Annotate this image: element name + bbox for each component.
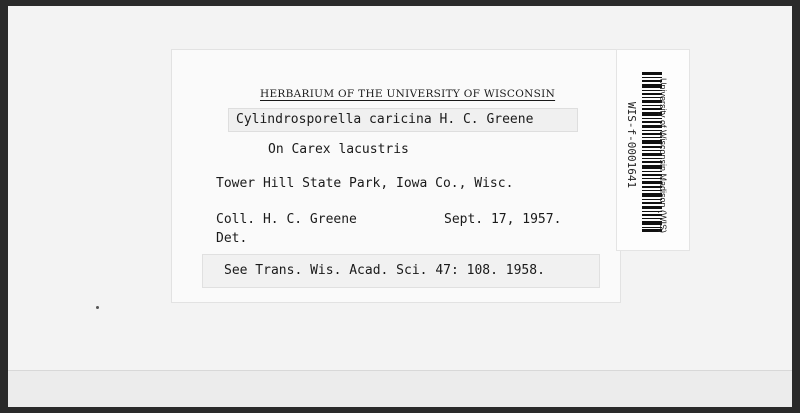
collector: Coll. H. C. Greene [216,212,357,227]
label-heading: HERBARIUM OF THE UNIVERSITY OF WISCONSIN [260,88,556,100]
locality: Tower Hill State Park, Iowa Co., Wisc. [216,176,514,191]
institution-name: University of Wisconsin Madison (WIS) [658,78,668,234]
collection-date: Sept. 17, 1957. [444,212,562,227]
specimen-label [172,50,620,302]
paper-speck [96,306,99,309]
host-plant: On Carex lacustris [268,142,409,157]
sheet-fold [8,370,792,407]
taxon-name: Cylindrosporella caricina H. C. Greene [236,112,534,127]
literature-reference: See Trans. Wis. Acad. Sci. 47: 108. 1958. [224,263,545,278]
determiner: Det. [216,231,248,246]
catalog-number: WIS-f-0001641 [625,102,638,189]
